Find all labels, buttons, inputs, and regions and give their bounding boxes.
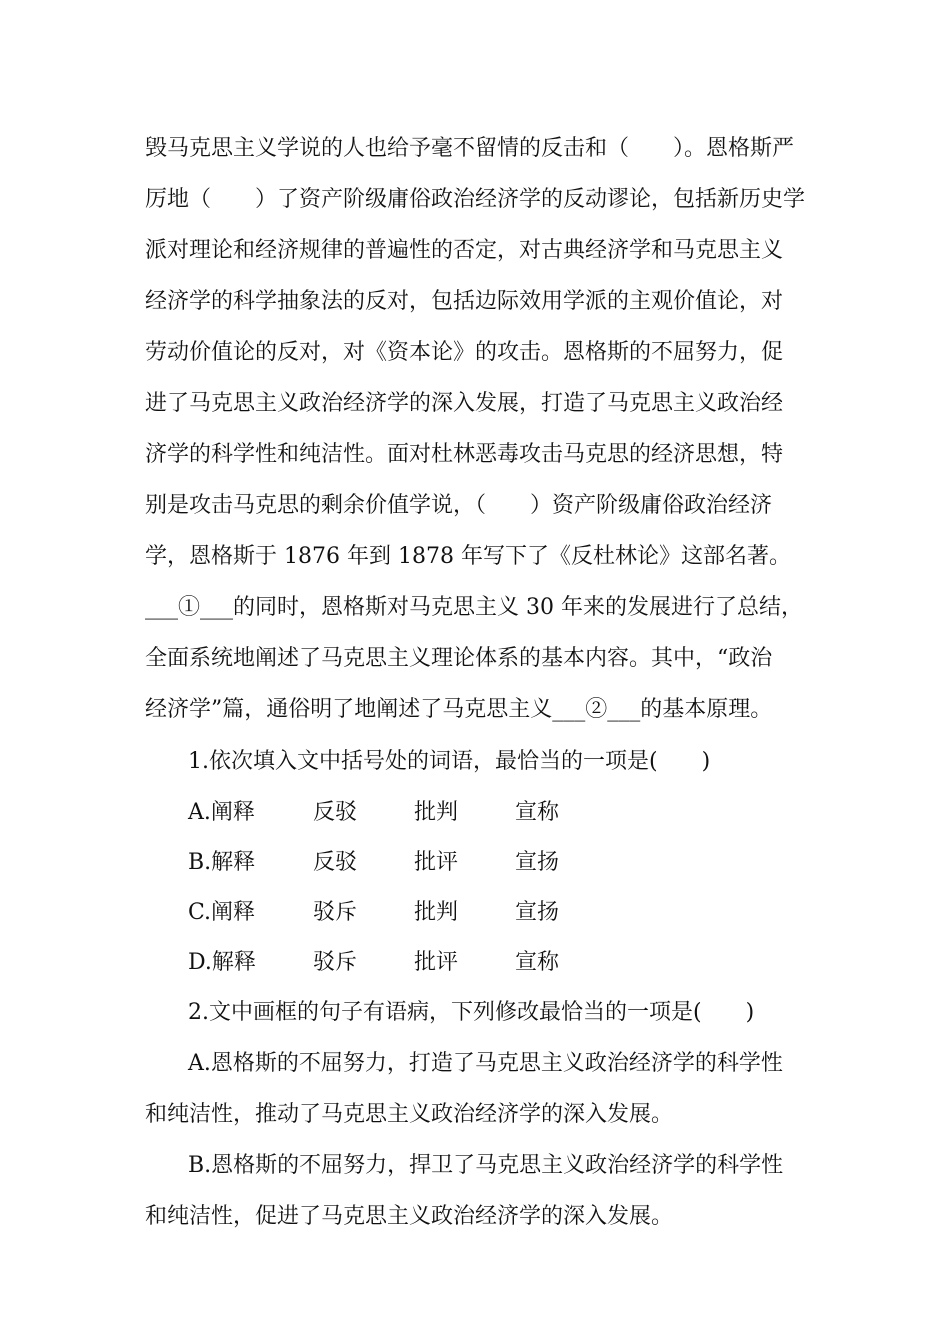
passage-line: 劳动价值论的反对，对《资本论》的攻击。恩格斯的不屈努力，促 [145,340,784,365]
passage-line: 济学的科学性和纯洁性。面对杜林恶毒攻击马克思的经济思想，特 [145,442,784,467]
passage-line: 经济学的科学抽象法的反对，包括边际效用学派的主观价值论，对 [145,289,784,314]
question-1-option-c[interactable]: C.阐释 驳斥 批判 宣扬 [188,900,560,925]
passage-line: 进了马克思主义政治经济学的深入发展，打造了马克思主义政治经 [145,391,784,416]
passage-line: 厉地（ ）了资产阶级庸俗政治经济学的反动谬论，包括新历史学 [145,187,806,212]
passage-line: ___①___的同时，恩格斯对马克思主义 30 年来的发展进行了总结， [145,595,803,620]
passage-line: 学，恩格斯于 1876 年到 1878 年写下了《反杜林论》这部名著。 [145,544,791,569]
question-1-option-b[interactable]: B.解释 反驳 批评 宣扬 [188,850,560,875]
option-line: 和纯洁性，推动了马克思主义政治经济学的深入发展。 [145,1102,674,1127]
question-1-stem: 1.依次填入文中括号处的词语，最恰当的一项是( ) [188,749,711,774]
option-line: B.恩格斯的不屈努力，捍卫了马克思主义政治经济学的科学性 [188,1153,784,1178]
passage-line: 全面系统地阐述了马克思主义理论体系的基本内容。其中，“政治 [145,646,773,671]
passage-line: 派对理论和经济规律的普遍性的否定，对古典经济学和马克思主义 [145,238,784,263]
question-1-option-a[interactable]: A.阐释 反驳 批判 宣称 [188,800,560,825]
passage-line: 毁马克思主义学说的人也给予毫不留情的反击和（ ）。恩格斯严 [145,136,795,161]
option-line: A.恩格斯的不屈努力，打造了马克思主义政治经济学的科学性 [188,1051,783,1076]
question-2-stem: 2.文中画框的句子有语病，下列修改最恰当的一项是( ) [188,1000,755,1025]
passage-line: 经济学”篇，通俗明了地阐述了马克思主义___②___的基本原理。 [145,697,773,722]
option-line: 和纯洁性，促进了马克思主义政治经济学的深入发展。 [145,1204,674,1229]
passage-line: 别是攻击马克思的剩余价值学说，（ ）资产阶级庸俗政治经济 [145,493,773,518]
question-1-option-d[interactable]: D.解释 驳斥 批评 宣称 [188,950,560,975]
